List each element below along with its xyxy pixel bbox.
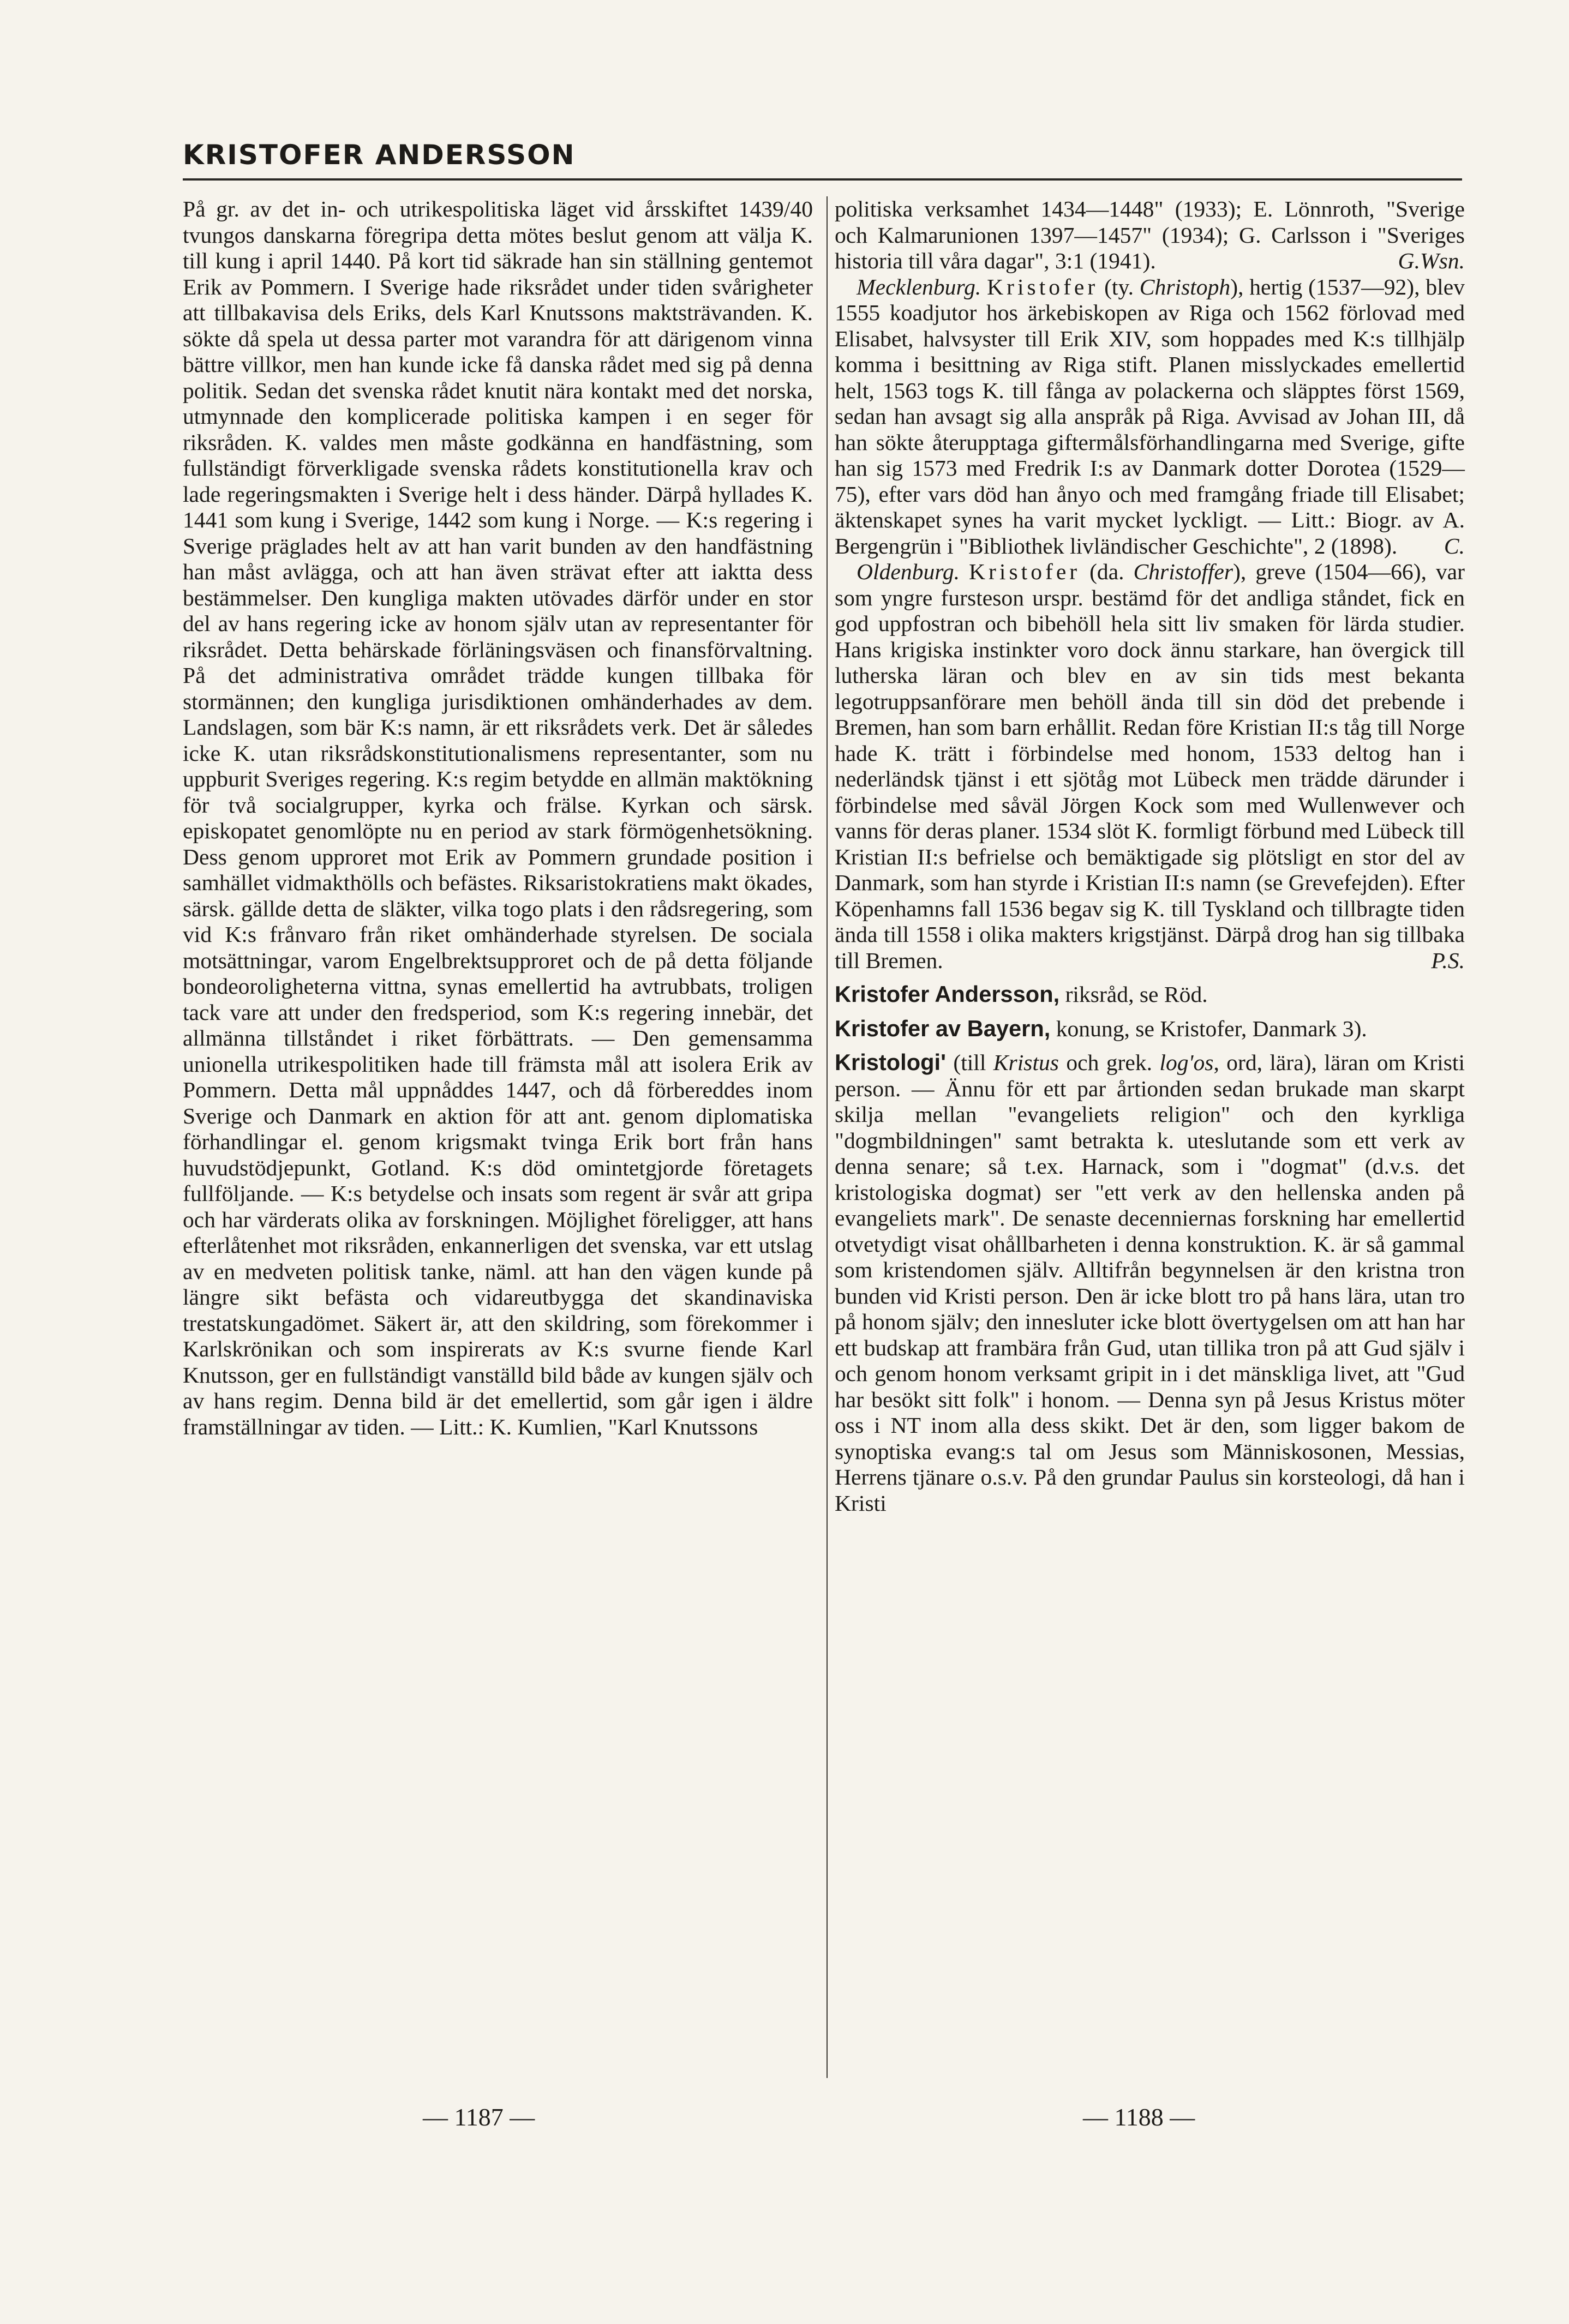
- entry-foreign-name: Christoph: [1139, 274, 1231, 299]
- entry-term: Kristus: [993, 1050, 1059, 1075]
- entry-text: konung, se Kristofer, Danmark 3).: [1050, 1016, 1367, 1041]
- entry-headword: Kristofer av Bayern,: [835, 1015, 1051, 1041]
- entry-kristologi: [835, 1049, 1465, 1516]
- page-number-right: — 1188 —: [1083, 2103, 1195, 2131]
- entry-headword: Kristologi': [835, 1049, 946, 1075]
- column-divider: [827, 196, 828, 2078]
- continuation-text: politiska verksamhet 1434—1448" (1933); E. Lönnroth, "Sverige och Kalmarunionen 1397—1457" (1934); G. Carlsson i "Sveriges historia till våra dagar", 3:1 (1941).: [835, 196, 1465, 273]
- left-column-text: På gr. av det in- och utrikespolitiska läget vid årsskiftet 1439/40 tvungos danskarna föregripa detta mötes beslut genom att välja K. till kung i april 1440. På kort tid säkrade han sin ställning gentemot Erik av Pommern. I Sverige hade riksrådet under tiden svårigheter att tillbakavisa dels Eriks, dels Karl Knutssons maktsträvanden. K. sökte då spela ut dessa parter mot varandra för att därigenom vinna bättre villkor, men han kunde icke få danska rådet med sig på denna politik. Sedan det svenska rådet knutit nära kontakt med det norska, utmynnade den komplicerade politiska kampen i en seger för riksråden. K. valdes men måste godkänna en handfästning, som fullständigt förverkligade svenska rådets konstitutionella krav och lade regeringsmakten i Sverige helt i dess händer. Därpå hyllades K. 1441 som kung i Sverige, 1442 som kung i Norge. — K:s regering i Sverige präglades helt av att han varit bunden av den handfästning han måst avlägga, och att han även strävat efter att iaktta dess bestämmelser. Den kungliga makten utövades därför under en stor del av hans regering icke av honom själv utan av representanter för riksrådet. Detta behärskade förläningsväsen och finansförvaltning. På det administrativa området trädde kungen tillbaka för stormännen; den kungliga jurisdiktionen omhänderhades av dem. Landslagen, som bär K:s namn, är ett riksrådets verk. Det är således icke K. utan riksrådskonstitutionalismens representanter, som nu uppburit Sveriges regering. K:s regim betydde en allmän maktökning för två socialgrupper, kyrka och frälse. Kyrkan och särsk. episkopatet genomlöpte nu en period av stark förmögenhetsökning. Dess genom upproret mot Erik av Pommern grundade position i samhället vidmakthölls och befästes. Riksaristokratiens makt ökades, särsk. gällde detta de släkter, vilka togo plats i den rådsregering, som vid K:s frånvaro från riket omhänderhade styrelsen. De sociala motsättningar, varom Engelbrektsupproret och de på detta följande bondeoroligheterna vittna, synas emellertid ha avtrubbats, troligen tack vare att under den fredsperiod, som K:s regering innebär, det allmänna tillståndet i riket förbättrats. — Den gemensamma unionella utrikespolitiken hade till främsta mål att isolera Erik av Pommern. Detta mål uppnåddes 1447, och då förbereddes inom Sverige och Danmark en aktion för att ant. genom diplomatiska förhandlingar el. genom krigsmakt tvinga Erik bort från hans huvudstödjepunkt, Gotland. K:s död omintetgjorde företagets fullföljande. — K:s betydelse och insats som regent är svår att gripa och har värderats olika av forskningen. Möjlighet föreligger, att hans efterlåtenhet mot riksråden, enkannerligen det svenska, var ett utslag av en medveten politisk tanke, näml. att han den vägen kunde på längre sikt befästa och vidareutbygga det skandinaviska trestatskungadömet. Säkert är, att den skildring, som förekommer i Karlskrönikan och som inspirerats av K:s svurne fiende Karl Knutsson, ger en fullständigt vanställd bild både av kungen själv och av hans regim. Denna bild är det emellertid, som går igen i äldre framställningar av tiden. — Litt.: K. Kumlien, "Karl Knutssons: [183, 196, 813, 1439]
- entry-place: Mecklenburg.: [857, 274, 981, 299]
- entry-text: (till: [946, 1050, 993, 1075]
- entry-text: riksråd, se Röd.: [1059, 982, 1208, 1007]
- entry-kristofer-andersson: [835, 981, 1465, 1008]
- author-signature: G.Wsn.: [1398, 248, 1465, 273]
- left-column: [183, 196, 813, 1440]
- author-signature: P.S.: [1431, 947, 1465, 973]
- right-column: [835, 196, 1465, 1516]
- entry-place: Oldenburg.: [857, 559, 960, 584]
- entry-headword: Kristofer Andersson,: [835, 981, 1060, 1007]
- entry-text: , ord, lära), läran om Kristi person. — Ännu för ett par årtionden sedan brukade man skarpt skilja mellan "evangeliets religion" och den kyrkliga "dogmbildningen" samt betrakta k. uteslutande som ett verk av denna senare; så t.ex. Harnack, som i "dogmat" (d.v.s. det kristologiska dogmat) ser "ett verk av den hellenska anden på evangeliets mark". De senaste decenniernas forskning har emellertid otvetydigt visat ohållbarheten i denna konstruktion. K. är så gammal som kristendomen själv. Alltifrån begynnelsen är den kristna tron bunden vid Kristi person. Den är icke blott tro på hans lära, utan tro på honom själv; den innesluter icke blott övertygelsen om att han har ett budskap att frambära från Gud, utan tillika tron på att Gud själv i och genom honom verksamt gripit in i det mänskliga livet, att "Gud har besökt sitt folk" i honom. — Denna syn på Jesus Kristus möter oss i NT inom alla dess skikt. Det är den, som ligger bakom de synoptiska evang:s tal om Jesus som Människosonen, Messias, Herrens tjänare o.s.v. På den grundar Paulus sin korsteologi, då han i Kristi: [835, 1050, 1465, 1516]
- running-header: [183, 139, 1462, 181]
- page-title: KRISTOFER ANDERSSON: [183, 139, 576, 171]
- page-number-left: — 1187 —: [423, 2103, 535, 2131]
- continuation-paragraph: [835, 196, 1465, 274]
- entry-term: log'os: [1159, 1050, 1214, 1075]
- entry-name: Kristofer: [987, 274, 1099, 299]
- entry-oldenburg: [835, 559, 1465, 974]
- entry-mecklenburg: [835, 274, 1465, 560]
- entry-text: och grek.: [1059, 1050, 1160, 1075]
- entry-foreign-name: Christoffer: [1133, 559, 1233, 584]
- entry-paren: (ty.: [1104, 274, 1140, 299]
- entry-name: Kristofer: [969, 559, 1081, 584]
- entry-kristofer-av-bayern: [835, 1016, 1465, 1042]
- entry-text: ), hertig (1537—92), blev 1555 koadjutor hos ärkebiskopen av Riga och 1562 förlovad med Elisabet, halvsyster till Erik XIV, som hoppades med K:s tillhjälp komma i besittning av Riga stift. Planen misslyckades emellertid helt, 1563 togs K. till fånga av polackerna och släpptes först 1569, sedan han avsagt sig alla anspråk på Riga. Avvisad av Johan III, då han sökte återupptaga giftermålsförhandlingarna med Sverige, gifte han sig 1573 med Fredrik I:s av Danmark dotter Dorotea (1529—75), efter vars död han ånyo och med framgång friade till Elisabet; äktenskapet synes ha varit mycket lyckligt. — Litt.: Biogr. av A. Bergengrün i "Bibliothek livländischer Geschichte", 2 (1898).: [835, 274, 1465, 559]
- entry-paren: (da.: [1089, 559, 1134, 584]
- author-signature: C.: [1444, 533, 1465, 559]
- entry-text: ), greve (1504—66), var som yngre fursteson urspr. bestämd för det andliga ståndet, fick en god uppfostran och bibehöll hela sitt liv smaken för lärda studier. Hans krigiska instinkter voro dock ännu starkare, han övergick till lutherska läran och blev en av sin tids mest bekanta legotruppsanförare men behöll ända till sin död det prebende i Bremen, han som barn erhållit. Redan före Kristian II:s tåg till Norge hade K. trätt i förbindelse med honom, 1533 deltog han i nederländsk tjänst i ett sjötåg mot Lübeck men trädde därunder i förbindelse med såväl Jörgen Kock som med Wullenwever och vanns för deras planer. 1534 slöt K. formligt förbund med Lübeck till Kristian II:s befrielse och bemäktigade sig plötsligt en stor del av Danmark, som han styrde i Kristian II:s namn (se Grevefejden). Efter Köpenhamns fall 1536 begav sig K. till Tyskland och tillbragte tiden ända till 1558 i olika makters krigstjänst. Därpå drog han sig tillbaka till Bremen.: [835, 559, 1465, 973]
